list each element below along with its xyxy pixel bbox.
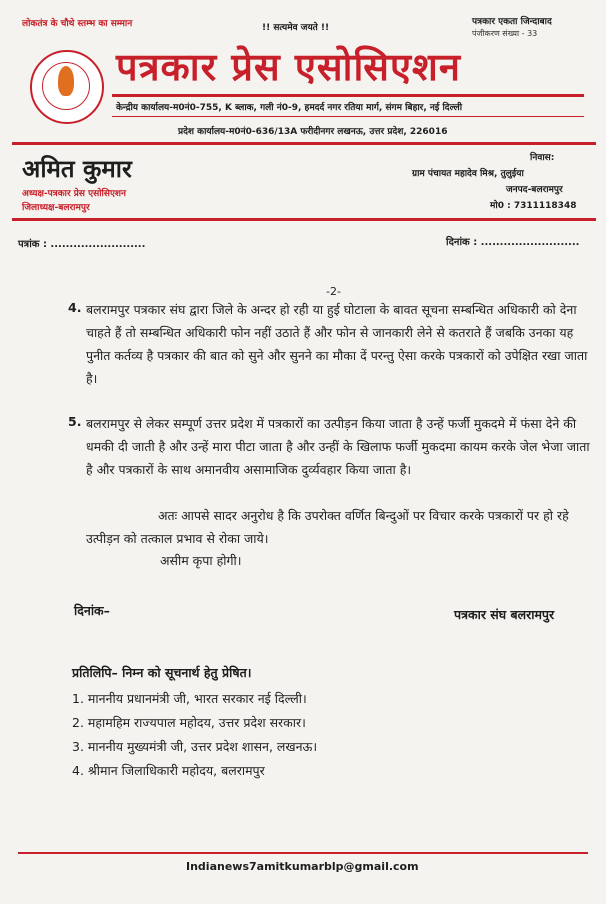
registration-number: पंजीकरण संख्या - 33 [472,29,538,38]
residence-address: ग्राम पंचायत महादेव मिश्र, तुलुईया [412,169,524,179]
page-number: -2- [326,285,341,298]
header-divider [12,142,596,145]
letter-date-field: दिनांक : .......................... [446,237,580,248]
organization-name: पत्रकार प्रेस एसोसिएशन [116,45,461,89]
closing-courtesy: असीम कृपा होगी। [160,553,242,568]
copy-recipient: 3. माननीय मुख्यमंत्री जी, उत्तर प्रदेश शासन, लखनऊ। [72,739,318,754]
state-office-address: प्रदेश कार्यालय-म0नं0-636/13A फरीदीनगर लखनऊ, उत्तर प्रदेश, 226016 [178,127,448,137]
closing-date-label: दिनांक– [74,603,110,618]
header-unity-slogan: पत्रकार एकता जिन्दाबाद [472,17,552,27]
title-underline [112,94,584,97]
association-logo-icon [30,50,104,124]
point-4-number: 4. [68,300,82,315]
reference-number-field: पत्रांक : ......................... [18,239,146,250]
copy-recipient: 2. महामहिम राज्यपाल महोदय, उत्तर प्रदेश सरकार। [72,715,306,730]
residence-label: निवास: [530,153,555,163]
copy-recipient: 4. श्रीमान जिलाधिकारी महोदय, बलरामपुर [72,763,265,778]
copy-recipient: 1. माननीय प्रधानमंत्री जी, भारत सरकार नई दिल्ली। [72,691,307,706]
point-5-text: बलरामपुर से लेकर सम्पूर्ण उत्तर प्रदेश में पत्रकारों का उत्पीड़न किया जाता है उन्हें फर्जी मुकदमे में फंसा देने की धमकी दी जाती है और उन्हें मारा पीटा जाता है और उन्हीं के खिलाफ फर्जी मुकदमा कायम करके जेल भेजा जाता है और पत्रकारों के साथ अमानवीय असामाजिक दुर्व्यवहार किया जाता है। [86,416,590,477]
sender-role-primary: अध्यक्ष-पत्रकार प्रेस एसोसिएशन [22,189,127,199]
sender-divider [12,218,596,221]
head-office-address: केन्द्रीय कार्यालय-म0नं0-755, K ब्लाक, गली नं0-9, हमदर्द नगर रतिया मार्ग, संगम बिहार, नई दिल्ली [116,103,463,113]
copy-to-heading: प्रतिलिपि– निम्न को सूचनार्थ हेतु प्रेषित। [72,665,252,680]
signature-block: पत्रकार संघ बलरामपुर [454,607,555,622]
header-slogan: लोकतंत्र के चौथे स्तम्भ का सम्मान [22,19,133,29]
request-paragraph: अतः आपसे सादर अनुरोध है कि उपरोक्त वर्णित बिन्दुओं पर विचार करके पत्रकारों पर हो रहे उत्पीड़न को तत्काल प्रभाव से रोका जाये। [86,508,569,546]
contact-email: Indianews7amitkumarblp@gmail.com [186,860,419,873]
header-motto: !! सत्यमेव जयते !! [262,23,330,33]
sender-name: अमित कुमार [22,155,132,183]
footer-divider [18,852,588,854]
mobile-number: मो0 : 7311118348 [490,201,577,211]
point-5-number: 5. [68,414,82,429]
point-4-text: बलरामपुर पत्रकार संघ द्वारा जिले के अन्दर हो रही या हुई घोटाला के बावत सूचना सम्बन्धित अधिकारी को देना चाहते हैं तो सम्बन्धित अधिकारी फोन नहीं उठाते हैं और फोन से जानकारी लेने से कतराते हैं जबकि उनका यह पुनीत कर्तव्य है पत्रकार की बात को सुने और सुनने का मौका दें परन्तु ऐसा करके पत्रकारों को उपेक्षित रखा जाता है। [86,302,588,386]
sender-role-district: जिलाध्यक्ष-बलरामपुर [22,203,90,213]
address-divider [112,116,584,117]
district-label: जनपद-बलरामपुर [506,185,563,195]
